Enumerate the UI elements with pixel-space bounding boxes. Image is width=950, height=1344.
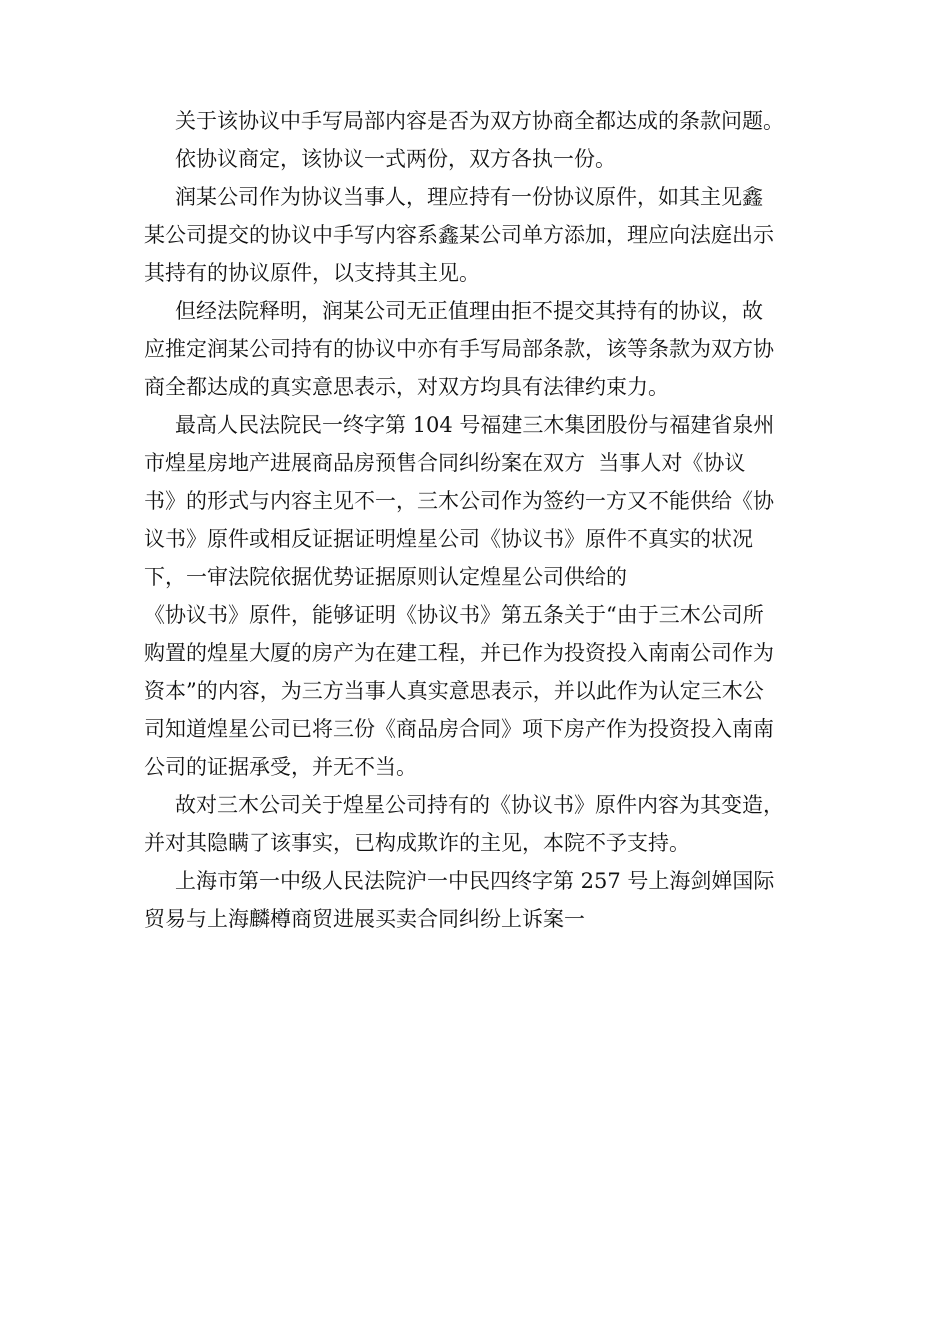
paragraph-line: 润某公司作为协议当事人，理应持有一份协议原件，如其主见鑫 [175, 185, 763, 209]
paragraph-line: 其持有的协议原件，以支持其主见。 [144, 261, 480, 285]
paragraph-line: 公司的证据承受，并无不当。 [144, 755, 417, 779]
paragraph-line: 市煌星房地产进展商品房预售合同纠纷案在双方 当事人对《协议 [144, 451, 746, 475]
paragraph-line: 司知道煌星公司已将三份《商品房合同》项下房产作为投资投入南南 [144, 717, 774, 741]
paragraph-line: 书》的形式与内容主见不一，三木公司作为签约一方又不能供给《协 [144, 489, 774, 513]
paragraph-line: 应推定润某公司持有的协议中亦有手写局部条款，该等条款为双方协 [144, 337, 774, 361]
paragraph-line: 资本”的内容，为三方当事人真实意思表示，并以此作为认定三木公 [144, 679, 764, 703]
paragraph-line: 关于该协议中手写局部内容是否为双方协商全都达成的条款问题。 [175, 109, 784, 133]
paragraph-line: 《协议书》原件，能够证明《协议书》第五条关于“由于三木公司所 [144, 603, 764, 627]
document-body [144, 102, 824, 938]
paragraph-line: 购置的煌星大厦的房产为在建工程，并已作为投资投入南南公司作为 [144, 641, 774, 665]
paragraph-line: 议书》原件或相反证据证明煌星公司《协议书》原件不真实的状况 [144, 527, 753, 551]
paragraph-line: 某公司提交的协议中手写内容系鑫某公司单方添加，理应向法庭出示 [144, 223, 774, 247]
paragraph-line: 贸易与上海麟樽商贸进展买卖合同纠纷上诉案一 [144, 907, 585, 931]
paragraph-line: 故对三木公司关于煌星公司持有的《协议书》原件内容为其变造， [175, 793, 784, 817]
paragraph-line: 并对其隐瞒了该事实，已构成欺诈的主见，本院不予支持。 [144, 831, 690, 855]
paragraph-line: 但经法院释明，润某公司无正值理由拒不提交其持有的协议，故 [175, 299, 763, 323]
paragraph-line: 上海市第一中级人民法院沪一中民四终字第 257 号上海剑婵国际 [175, 869, 775, 893]
paragraph-line: 依协议商定，该协议一式两份，双方各执一份。 [175, 147, 616, 171]
paragraph-line: 下，一审法院依据优势证据原则认定煌星公司供给的 [144, 565, 627, 589]
paragraph-line: 商全都达成的真实意思表示，对双方均具有法律约束力。 [144, 375, 669, 399]
paragraph-line: 最高人民法院民一终字第 104 号福建三木集团股份与福建省泉州 [175, 413, 775, 437]
